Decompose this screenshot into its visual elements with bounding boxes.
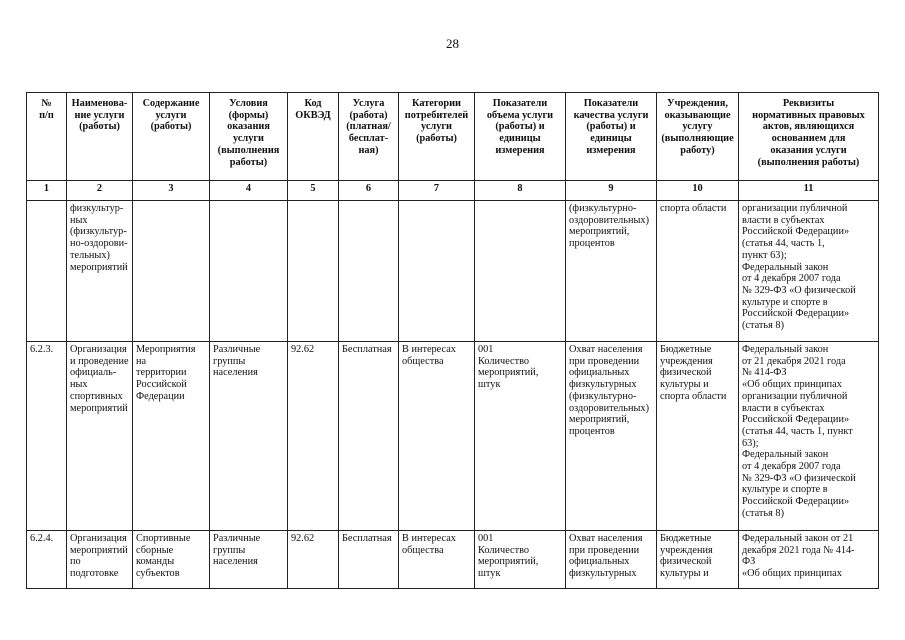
service-name-cell: Организация мероприятий по подготовке <box>67 531 133 589</box>
service-content-cell <box>133 201 210 342</box>
header-cell: Категории потребителей услуги (работы) <box>399 93 475 181</box>
page-number: 28 <box>446 36 459 51</box>
okved-code-cell <box>288 201 339 342</box>
column-number-row <box>27 181 879 201</box>
legal-acts-cell: Федеральный закон от 21 декабря 2021 года № 414- ФЗ «Об общих принципах <box>739 531 879 589</box>
volume-indicator-cell <box>475 201 566 342</box>
institutions-cell: спорта области <box>657 201 739 342</box>
quality-indicator-cell: (физкультурно- оздоровительных) мероприятий, процентов <box>566 201 657 342</box>
column-number-cell: 11 <box>739 181 879 201</box>
volume-indicator-cell: 001 Количество мероприятий, штук <box>475 531 566 589</box>
header-cell: Показатели качества услуги (работы) и единицы измерения <box>566 93 657 181</box>
table-row <box>27 342 879 531</box>
quality-indicator-cell: Охват населения при проведении официальных физкультурных (физкультурно- оздоровительных) мероприятий, процентов <box>566 342 657 531</box>
institutions-cell: Бюджетные учреждения физической культуры и спорта области <box>657 342 739 531</box>
header-cell: Показатели объема услуги (работы) и единицы измерения <box>475 93 566 181</box>
paid-free-cell: Бесплатная <box>339 342 399 531</box>
consumer-category-cell: В интересах общества <box>399 342 475 531</box>
column-number-cell: 3 <box>133 181 210 201</box>
service-name-cell: Организация и проведение официаль- ных спортивных мероприятий <box>67 342 133 531</box>
header-cell: Реквизиты нормативных правовых актов, являющихся основанием для оказания услуги (выполнения работы) <box>739 93 879 181</box>
conditions-cell <box>210 201 288 342</box>
header-cell: Условия (формы) оказания услуги (выполнения работы) <box>210 93 288 181</box>
column-number-cell: 5 <box>288 181 339 201</box>
paid-free-cell: Бесплатная <box>339 531 399 589</box>
table-row <box>27 531 879 589</box>
header-cell: Код ОКВЭД <box>288 93 339 181</box>
header-cell: Наименова- ние услуги (работы) <box>67 93 133 181</box>
service-name-cell: физкультур- ных (физкультур- но-оздорови- тельных) мероприятий <box>67 201 133 342</box>
column-number-cell: 6 <box>339 181 399 201</box>
paid-free-cell <box>339 201 399 342</box>
consumer-category-cell: В интересах общества <box>399 531 475 589</box>
column-number-cell: 10 <box>657 181 739 201</box>
row-number-cell <box>27 201 67 342</box>
header-cell: № п/п <box>27 93 67 181</box>
row-number-cell: 6.2.3. <box>27 342 67 531</box>
legal-acts-cell: Федеральный закон от 21 декабря 2021 года № 414-ФЗ «Об общих принципах организации публичной власти в субъектах Российской Федерации» (статья 44, часть 1, пункт 63); Федеральный закон от 4 декабря 2007 года № 329-ФЗ «О физической культуре и спорте в Российской Федерации» (статья 8) <box>739 342 879 531</box>
column-number-cell: 2 <box>67 181 133 201</box>
okved-code-cell: 92.62 <box>288 342 339 531</box>
conditions-cell: Различные группы населения <box>210 342 288 531</box>
quality-indicator-cell: Охват населения при проведении официальных физкультурных <box>566 531 657 589</box>
header-cell: Учреждения, оказывающие услугу (выполняющие работу) <box>657 93 739 181</box>
column-number-cell: 4 <box>210 181 288 201</box>
institutions-cell: Бюджетные учреждения физической культуры и <box>657 531 739 589</box>
column-number-cell: 8 <box>475 181 566 201</box>
header-cell: Услуга (работа) (платная/ бесплат- ная) <box>339 93 399 181</box>
service-content-cell: Мероприятия на территории Российской Федерации <box>133 342 210 531</box>
volume-indicator-cell: 001 Количество мероприятий, штук <box>475 342 566 531</box>
column-number-cell: 7 <box>399 181 475 201</box>
header-row <box>27 93 879 181</box>
okved-code-cell: 92.62 <box>288 531 339 589</box>
services-registry-table <box>26 92 879 589</box>
column-number-cell: 1 <box>27 181 67 201</box>
service-content-cell: Спортивные сборные команды субъектов <box>133 531 210 589</box>
header-cell: Содержание услуги (работы) <box>133 93 210 181</box>
row-number-cell: 6.2.4. <box>27 531 67 589</box>
table-row <box>27 201 879 342</box>
conditions-cell: Различные группы населения <box>210 531 288 589</box>
consumer-category-cell <box>399 201 475 342</box>
legal-acts-cell: организации публичной власти в субъектах Российской Федерации» (статья 44, часть 1, пункт 63); Федеральный закон от 4 декабря 2007 года № 329-ФЗ «О физической культуре и спорте в Российской Федерации» (статья 8) <box>739 201 879 342</box>
column-number-cell: 9 <box>566 181 657 201</box>
